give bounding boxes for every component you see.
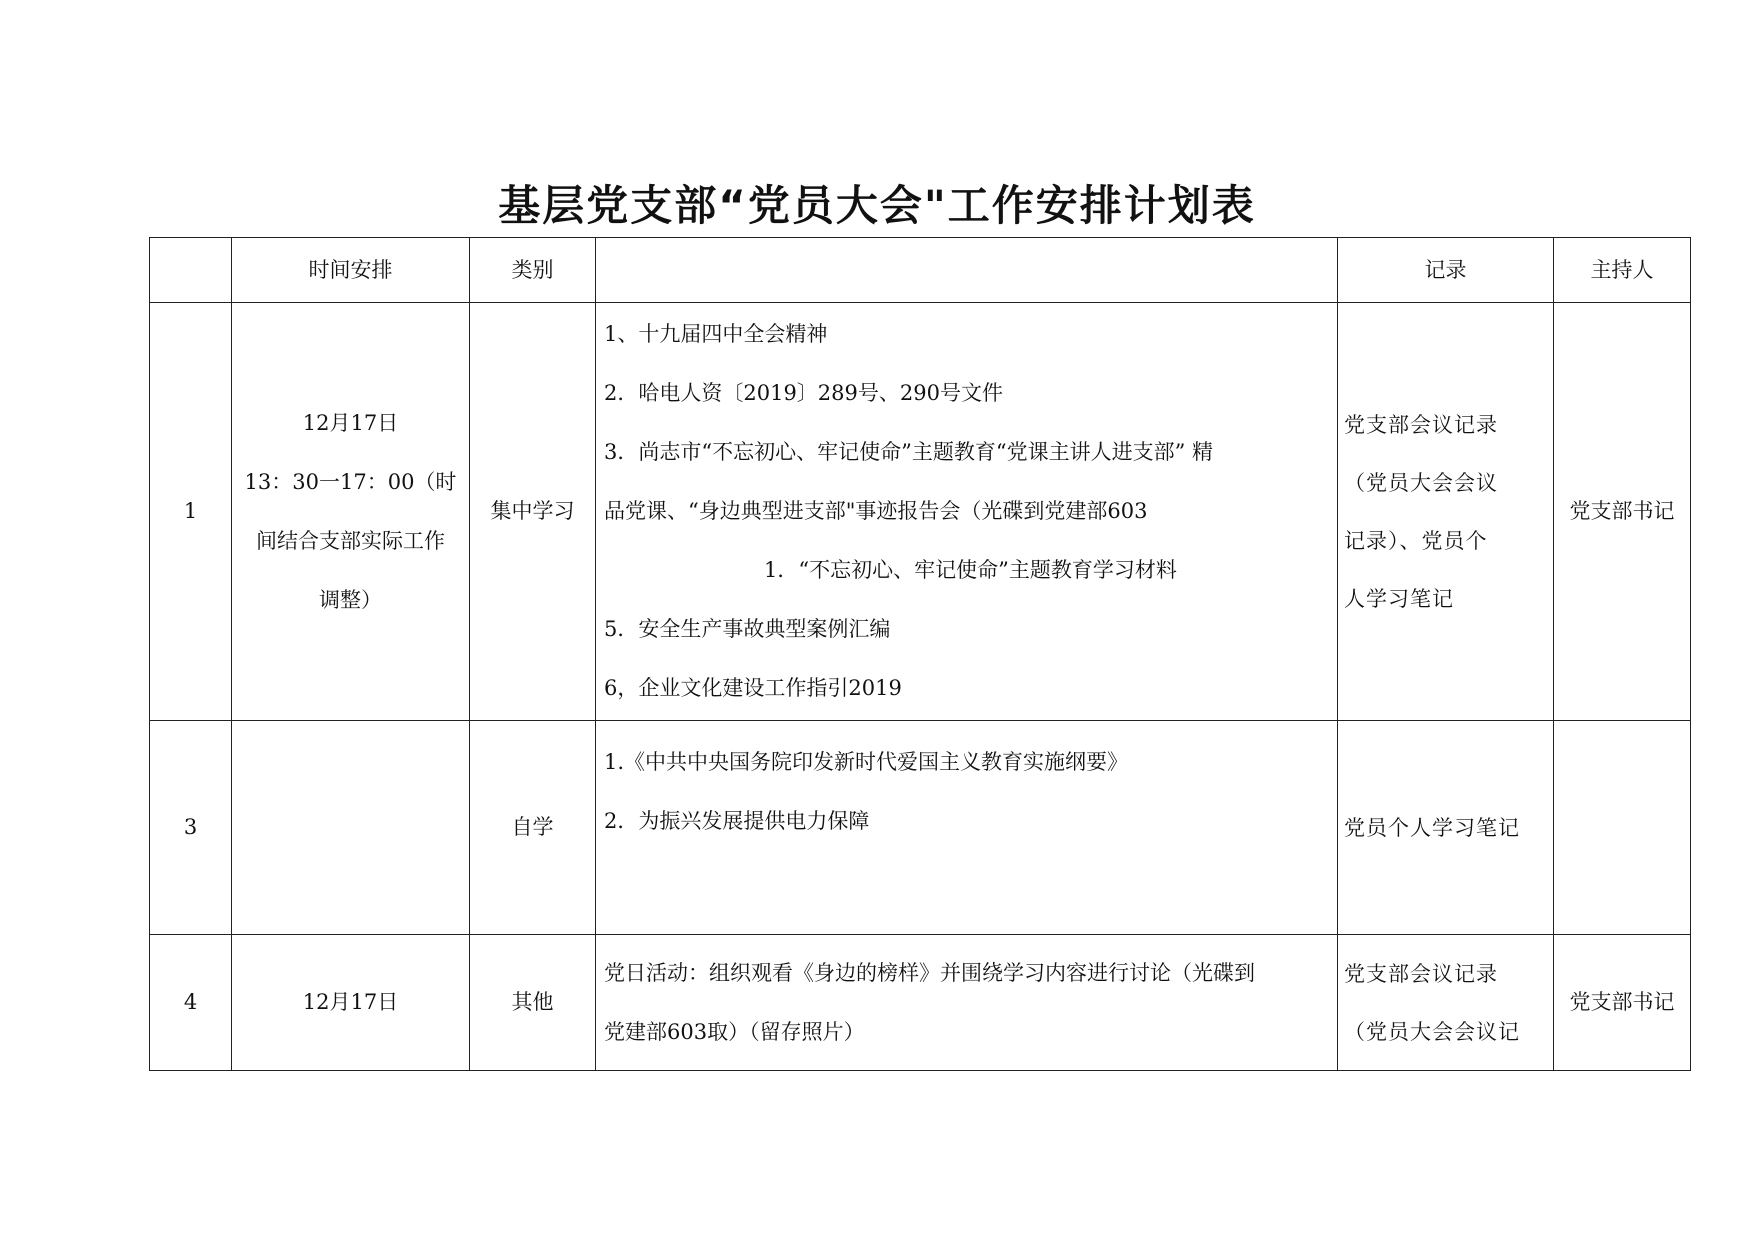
row-content [596, 935, 1338, 1071]
row-index: 1 [150, 303, 232, 721]
header-category: 类别 [470, 238, 596, 303]
time-line: 13：30一17：00（时 [244, 469, 457, 494]
row-category: 集中学习 [470, 303, 596, 721]
content-line: 2．为振兴发展提供电力保障 [604, 809, 870, 833]
record-line: 人学习笔记 [1344, 586, 1454, 611]
header-host: 主持人 [1554, 238, 1691, 303]
row-content [596, 303, 1338, 721]
row-record [1338, 303, 1554, 721]
table-row [150, 303, 1691, 721]
record-line: （党员大会会议 [1344, 470, 1498, 495]
content-line: 1、十九届四中全会精神 [604, 322, 828, 346]
row-index: 4 [150, 935, 232, 1071]
header-content [596, 238, 1338, 303]
time-line: 12月17日 [302, 410, 399, 435]
content-line: 党建部603取）（留存照片） [604, 1019, 865, 1044]
plan-table [149, 237, 1691, 1071]
record-line: 记录）、党员个 [1344, 528, 1488, 553]
time-line: 间结合支部实际工作 [256, 528, 445, 553]
time-line: 12月17日 [302, 990, 399, 1014]
row-time [232, 303, 470, 721]
content-line: 6，企业文化建设工作指引2019 [604, 676, 902, 700]
header-time: 时间安排 [232, 238, 470, 303]
row-record [1338, 721, 1554, 935]
header-index [150, 238, 232, 303]
record-line: 党支部会议记录 [1344, 961, 1498, 986]
row-content [596, 721, 1338, 935]
time-line: 调整） [319, 587, 382, 612]
content-line: 品党课、“身边典型进支部"事迹报告会（光碟到党建部603 [604, 499, 1148, 523]
content-line: 党日活动：组织观看《身边的榜样》并围绕学习内容进行讨论（光碟到 [604, 960, 1255, 985]
row-record [1338, 935, 1554, 1071]
row-host [1554, 721, 1691, 935]
content-line: 1．“不忘初心、牢记使命”主题教育学习材料 [764, 558, 1177, 582]
content-line: 1.《中共中央国务院印发新时代爱国主义教育实施纲要》 [604, 750, 1129, 774]
table-row [150, 721, 1691, 935]
row-host: 党支部书记 [1554, 935, 1691, 1071]
row-time [232, 935, 470, 1071]
content-line: 3．尚志市“不忘初心、牢记使命”主题教育“党课主讲人进支部” 精 [604, 440, 1213, 464]
row-category: 其他 [470, 935, 596, 1071]
row-index: 3 [150, 721, 232, 935]
header-record: 记录 [1338, 238, 1554, 303]
page-title: 基层党支部“党员大会"工作安排计划表 [498, 181, 1256, 230]
row-host: 党支部书记 [1554, 303, 1691, 721]
table-row [150, 935, 1691, 1071]
record-line: （党员大会会议记 [1344, 1019, 1520, 1044]
record-line: 党支部会议记录 [1344, 412, 1498, 437]
content-line: 5．安全生产事故典型案例汇编 [604, 617, 891, 641]
table-header-row [150, 238, 1691, 303]
row-time [232, 721, 470, 935]
record-line: 党员个人学习笔记 [1344, 815, 1520, 840]
row-category: 自学 [470, 721, 596, 935]
content-line: 2．哈电人资〔2019〕289号、290号文件 [604, 381, 1003, 405]
